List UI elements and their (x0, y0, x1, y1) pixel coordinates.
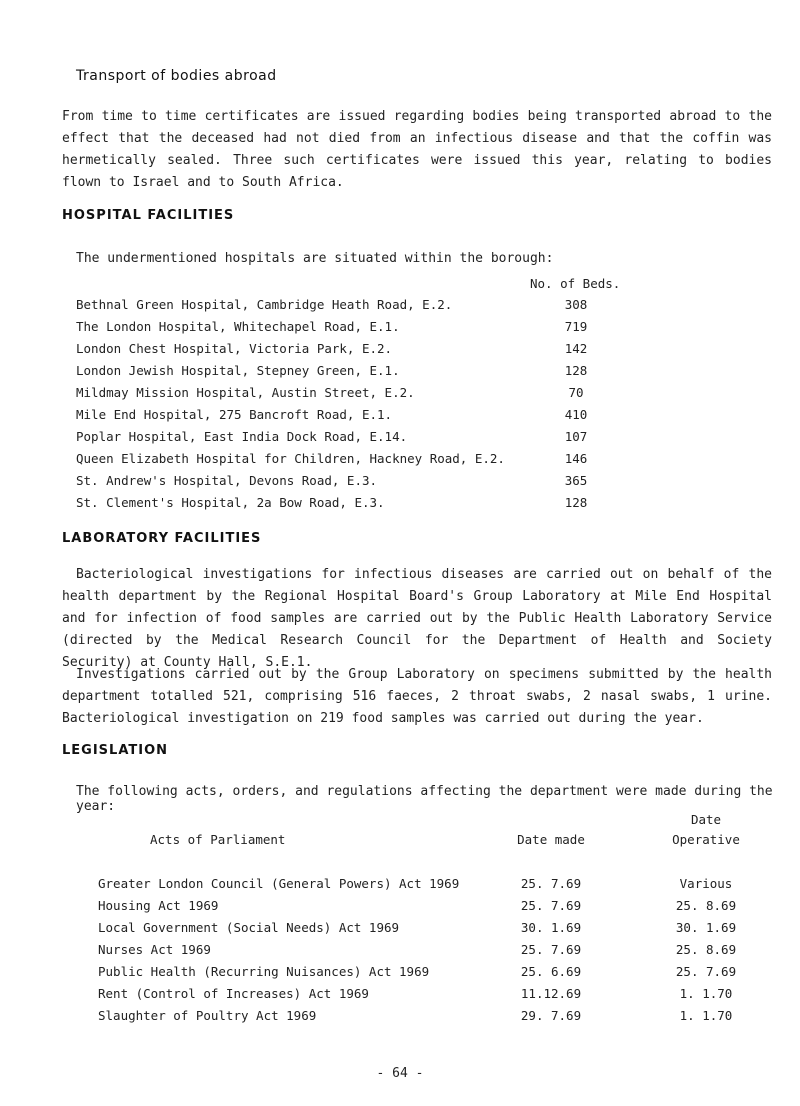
date-made: 25. 7.69 (520, 876, 582, 891)
hospital-name: Queen Elizabeth Hospital for Children, Hackney Road, E.2. (76, 451, 505, 466)
legislation-row (76, 876, 756, 896)
date-made-column-header: Date made (517, 832, 585, 847)
date-operative: 25. 8.69 (675, 942, 737, 957)
hospital-name: Mildmay Mission Hospital, Austin Street, E.2. (76, 385, 415, 400)
hospital-row (76, 297, 696, 317)
legislation-row (76, 964, 756, 984)
hospital-name: London Chest Hospital, Victoria Park, E.2. (76, 341, 393, 356)
laboratory-paragraph-1: Bacteriological investigations for infectious diseases are carried out on behalf of the health department by the Regional Hospital Board's Group Laboratory at Mile End Hospital and for infection of food samples are carried out by the Public Health Laboratory Service (directed by the Medical Research Council for the Department of Health and Society Security) at County Hall, S.E.1. (62, 567, 772, 670)
date-operative-header-line2: Operative (672, 832, 740, 847)
beds-column-header: No. of Beds. (530, 276, 621, 291)
hospital-beds: 107 (564, 429, 588, 444)
hospitals-intro: The undermentioned hospitals are situated within the borough: (76, 251, 554, 266)
page-number: - 64 - (376, 1066, 424, 1081)
hospital-name: Poplar Hospital, East India Dock Road, E.14. (76, 429, 408, 444)
act-name: Greater London Council (General Powers) Act 1969 (98, 876, 460, 891)
hospital-row (76, 319, 696, 339)
legislation-row (76, 1008, 756, 1028)
laboratory-facilities-heading: LABORATORY FACILITIES (62, 531, 262, 546)
laboratory-paragraph-2: Investigations carried out by the Group Laboratory on specimens submitted by the health department totalled 521, comprising 516 faeces, 2 throat swabs, 2 nasal swabs, 1 urine. Bacteriological investigation on 219 food samples was carried out during the year. (62, 667, 772, 726)
hospital-row (76, 385, 696, 405)
hospital-row (76, 451, 696, 471)
date-made: 25. 6.69 (520, 964, 582, 979)
date-operative: 25. 7.69 (675, 964, 737, 979)
acts-column-header: Acts of Parliament (150, 832, 286, 847)
act-name: Slaughter of Poultry Act 1969 (98, 1008, 317, 1023)
act-name: Public Health (Recurring Nuisances) Act 1969 (98, 964, 430, 979)
hospital-name: London Jewish Hospital, Stepney Green, E.1. (76, 363, 400, 378)
hospital-beds: 128 (564, 363, 588, 378)
hospital-row (76, 363, 696, 383)
hospital-beds: 365 (564, 473, 588, 488)
act-name: Nurses Act 1969 (98, 942, 211, 957)
date-operative-header-line1: Date (690, 812, 722, 827)
hospital-row (76, 407, 696, 427)
hospital-beds: 70 (568, 385, 584, 400)
date-operative: 1. 1.70 (679, 986, 733, 1001)
hospital-beds: 308 (564, 297, 588, 312)
hospital-beds: 142 (564, 341, 588, 356)
hospital-row (76, 429, 696, 449)
hospital-beds: 719 (564, 319, 588, 334)
hospital-row (76, 473, 696, 493)
date-operative: 1. 1.70 (679, 1008, 733, 1023)
date-made: 25. 7.69 (520, 942, 582, 957)
hospital-name: Mile End Hospital, 275 Bancroft Road, E.1. (76, 407, 393, 422)
hospital-name: The London Hospital, Whitechapel Road, E.1. (76, 319, 400, 334)
act-name: Housing Act 1969 (98, 898, 219, 913)
transport-title: Transport of bodies abroad (76, 68, 277, 84)
legislation-row (76, 986, 756, 1006)
legislation-intro: The following acts, orders, and regulations affecting the department were made during the year: (76, 784, 773, 814)
legislation-row (76, 942, 756, 962)
date-made: 29. 7.69 (520, 1008, 582, 1023)
hospital-row (76, 341, 696, 361)
hospital-facilities-heading: HOSPITAL FACILITIES (62, 208, 235, 223)
hospital-beds: 128 (564, 495, 588, 510)
act-name: Rent (Control of Increases) Act 1969 (98, 986, 369, 1001)
hospital-name: St. Clement's Hospital, 2a Bow Road, E.3. (76, 495, 385, 510)
act-name: Local Government (Social Needs) Act 1969 (98, 920, 400, 935)
date-made: 30. 1.69 (520, 920, 582, 935)
date-made: 11.12.69 (520, 986, 582, 1001)
hospital-beds: 146 (564, 451, 588, 466)
legislation-row (76, 920, 756, 940)
date-operative: 30. 1.69 (675, 920, 737, 935)
hospital-beds: 410 (564, 407, 588, 422)
date-made: 25. 7.69 (520, 898, 582, 913)
transport-paragraph: From time to time certificates are issued regarding bodies being transported abroad to the effect that the deceased had not died from an infectious disease and that the coffin was hermetically sealed. Three such certificates were issued this year, relating to bodies flown to Israel and to South Africa. (62, 109, 772, 190)
date-operative: Various (679, 876, 733, 891)
hospital-row (76, 495, 696, 515)
hospital-name: Bethnal Green Hospital, Cambridge Heath Road, E.2. (76, 297, 453, 312)
hospital-name: St. Andrew's Hospital, Devons Road, E.3. (76, 473, 378, 488)
legislation-heading: LEGISLATION (62, 743, 169, 758)
legislation-row (76, 898, 756, 918)
date-operative: 25. 8.69 (675, 898, 737, 913)
